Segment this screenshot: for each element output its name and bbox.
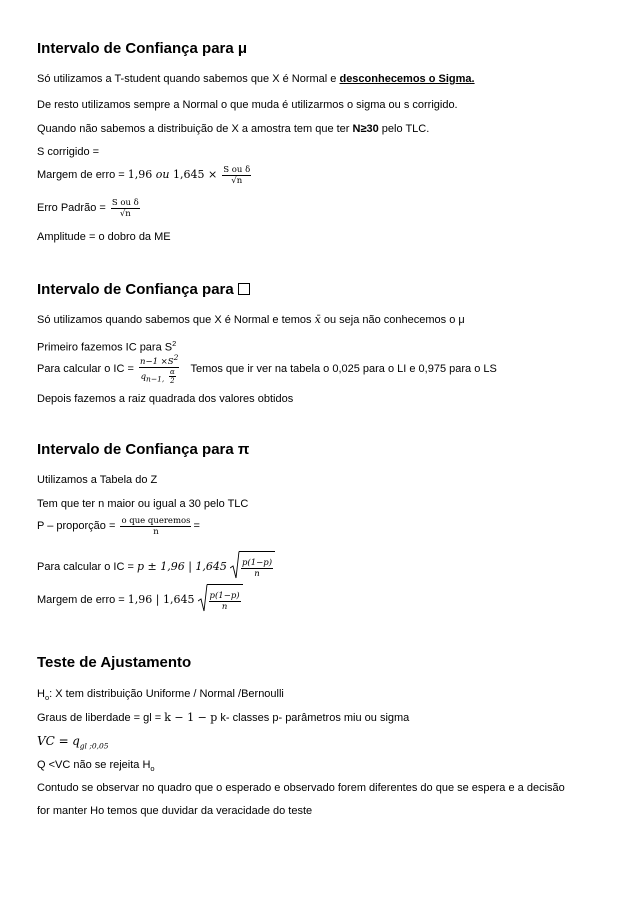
math: p ± 1,96 | 1,645 bbox=[136, 559, 227, 573]
radicand bbox=[239, 551, 275, 583]
fraction-numerator bbox=[139, 353, 179, 368]
text: Quando não sabemos a distribuição de X a amostra tem que ter bbox=[37, 123, 353, 135]
radicand bbox=[207, 584, 243, 616]
text: Só utilizamos a T-student quando sabemos que X é Normal e bbox=[37, 73, 340, 85]
superscript: 2 bbox=[173, 353, 179, 363]
text-line-margem-pi bbox=[37, 584, 243, 616]
section-title-teste-ajustamento: Teste de Ajustamento bbox=[37, 654, 192, 671]
text: P – proporção = bbox=[37, 520, 119, 532]
text: Temos que ir ver na tabela o 0,025 para o LI e 0,975 para o LS bbox=[190, 363, 497, 375]
subscript: n−1, bbox=[146, 374, 165, 384]
radical-sign-icon bbox=[230, 551, 240, 579]
math-q: q bbox=[72, 734, 80, 748]
text: H bbox=[37, 688, 45, 700]
text-line-ic-formula bbox=[37, 352, 497, 386]
text: = bbox=[193, 520, 200, 532]
subscript: o bbox=[150, 764, 155, 774]
text-line bbox=[37, 72, 475, 86]
fraction-denominator bbox=[139, 368, 179, 385]
section-title-text: Intervalo de Confiança para bbox=[37, 281, 234, 298]
text: Q <VC não se rejeita H bbox=[37, 759, 151, 771]
bold-text: N≥30 bbox=[352, 123, 379, 135]
fraction-denominator: √n bbox=[231, 175, 243, 186]
text: ou seja não conhecemos o μ bbox=[320, 314, 465, 326]
text-line: Depois fazemos a raiz quadrada dos valores obtidos bbox=[37, 393, 294, 405]
text-line: Utilizamos a Tabela do Z bbox=[37, 474, 158, 486]
section-title-ic-sigma bbox=[37, 281, 250, 298]
text: Para calcular o IC = bbox=[37, 560, 137, 573]
fraction bbox=[139, 353, 179, 385]
q-symbol: q bbox=[140, 372, 147, 382]
text: Margem de erro = bbox=[37, 169, 128, 181]
text: Erro Padrão = bbox=[37, 202, 109, 214]
fraction-numerator: p(1−p) bbox=[241, 557, 273, 568]
text: Para calcular o IC = bbox=[37, 363, 137, 375]
subscript: gl ;0,05 bbox=[79, 741, 109, 751]
text-line: Tem que ter n maior ou igual a 30 pelo TLC bbox=[37, 498, 249, 510]
fraction-numerator: S ou δ bbox=[111, 197, 139, 208]
text: Primeiro fazemos IC para S bbox=[37, 341, 173, 354]
math-xbar: x̄ bbox=[314, 313, 321, 326]
alpha: α bbox=[170, 368, 175, 376]
missing-glyph-box-icon bbox=[238, 283, 250, 295]
text-line: Contudo se observar no quadro que o esperado e observado forem diferentes do que se espera e a decisão bbox=[37, 782, 565, 794]
fraction bbox=[241, 558, 273, 579]
text-line-proporcao bbox=[37, 513, 200, 539]
math: 1,96 | 1,645 bbox=[127, 592, 195, 606]
text-line-erro bbox=[37, 195, 142, 221]
math-italic: ou bbox=[155, 168, 170, 181]
fraction-denominator: √n bbox=[119, 208, 131, 219]
fraction-denominator: n bbox=[221, 601, 228, 612]
text: Só utilizamos quando sabemos que X é Normal e temos bbox=[37, 314, 315, 326]
square-root bbox=[230, 551, 275, 583]
fraction bbox=[120, 516, 191, 537]
section-title-ic-mu: Intervalo de Confiança para μ bbox=[37, 40, 248, 57]
superscript: 2 bbox=[172, 339, 177, 348]
text-line-ic-pi bbox=[37, 551, 275, 583]
text: Margem de erro = bbox=[37, 593, 128, 606]
fraction-numerator: S ou δ bbox=[223, 164, 251, 175]
math: k − 1 − p bbox=[164, 711, 218, 724]
text: pelo TLC. bbox=[378, 123, 430, 135]
subscript: o bbox=[44, 693, 50, 703]
square-root bbox=[198, 584, 243, 616]
fraction-numerator: p(1−p) bbox=[209, 590, 240, 601]
section-title-ic-pi: Intervalo de Confiança para π bbox=[37, 441, 250, 458]
math: 1,96 bbox=[127, 168, 156, 181]
math: 1,645 × bbox=[169, 168, 218, 181]
text: Graus de liberdade = gl = bbox=[37, 712, 165, 724]
fraction-denominator: n bbox=[254, 568, 260, 579]
text-line-vc bbox=[37, 732, 109, 755]
fraction bbox=[222, 165, 251, 186]
text-line bbox=[37, 313, 465, 327]
fraction-denominator: n bbox=[153, 526, 159, 537]
text-line bbox=[37, 758, 155, 776]
math-vc: VC = bbox=[37, 734, 69, 748]
text: : X tem distribuição Uniforme / Normal /Bernoulli bbox=[49, 688, 284, 700]
text-line: S corrigido = bbox=[37, 146, 100, 158]
numerator-text: n−1 ×S bbox=[139, 357, 174, 367]
fraction bbox=[111, 198, 140, 219]
text-line: De resto utilizamos sempre a Normal o que muda é utilizarmos o sigma ou s corrigido. bbox=[37, 99, 458, 111]
fraction-numerator: o que queremos bbox=[121, 515, 191, 526]
underlined-text: desconhecemos o Sigma. bbox=[339, 73, 475, 85]
alpha-fraction bbox=[169, 368, 176, 385]
fraction bbox=[209, 591, 241, 612]
text-line-h0 bbox=[37, 687, 284, 705]
text-line-graus bbox=[37, 711, 409, 725]
radical-sign-icon bbox=[198, 584, 208, 612]
text-line: Amplitude = o dobro da ME bbox=[37, 231, 171, 243]
text-line bbox=[37, 122, 429, 136]
two: 2 bbox=[170, 377, 175, 385]
text-line-margem bbox=[37, 162, 253, 188]
text: k- classes p- parâmetros miu ou sigma bbox=[217, 712, 410, 724]
text-line: for manter Ho temos que duvidar da veracidade do teste bbox=[37, 805, 313, 817]
